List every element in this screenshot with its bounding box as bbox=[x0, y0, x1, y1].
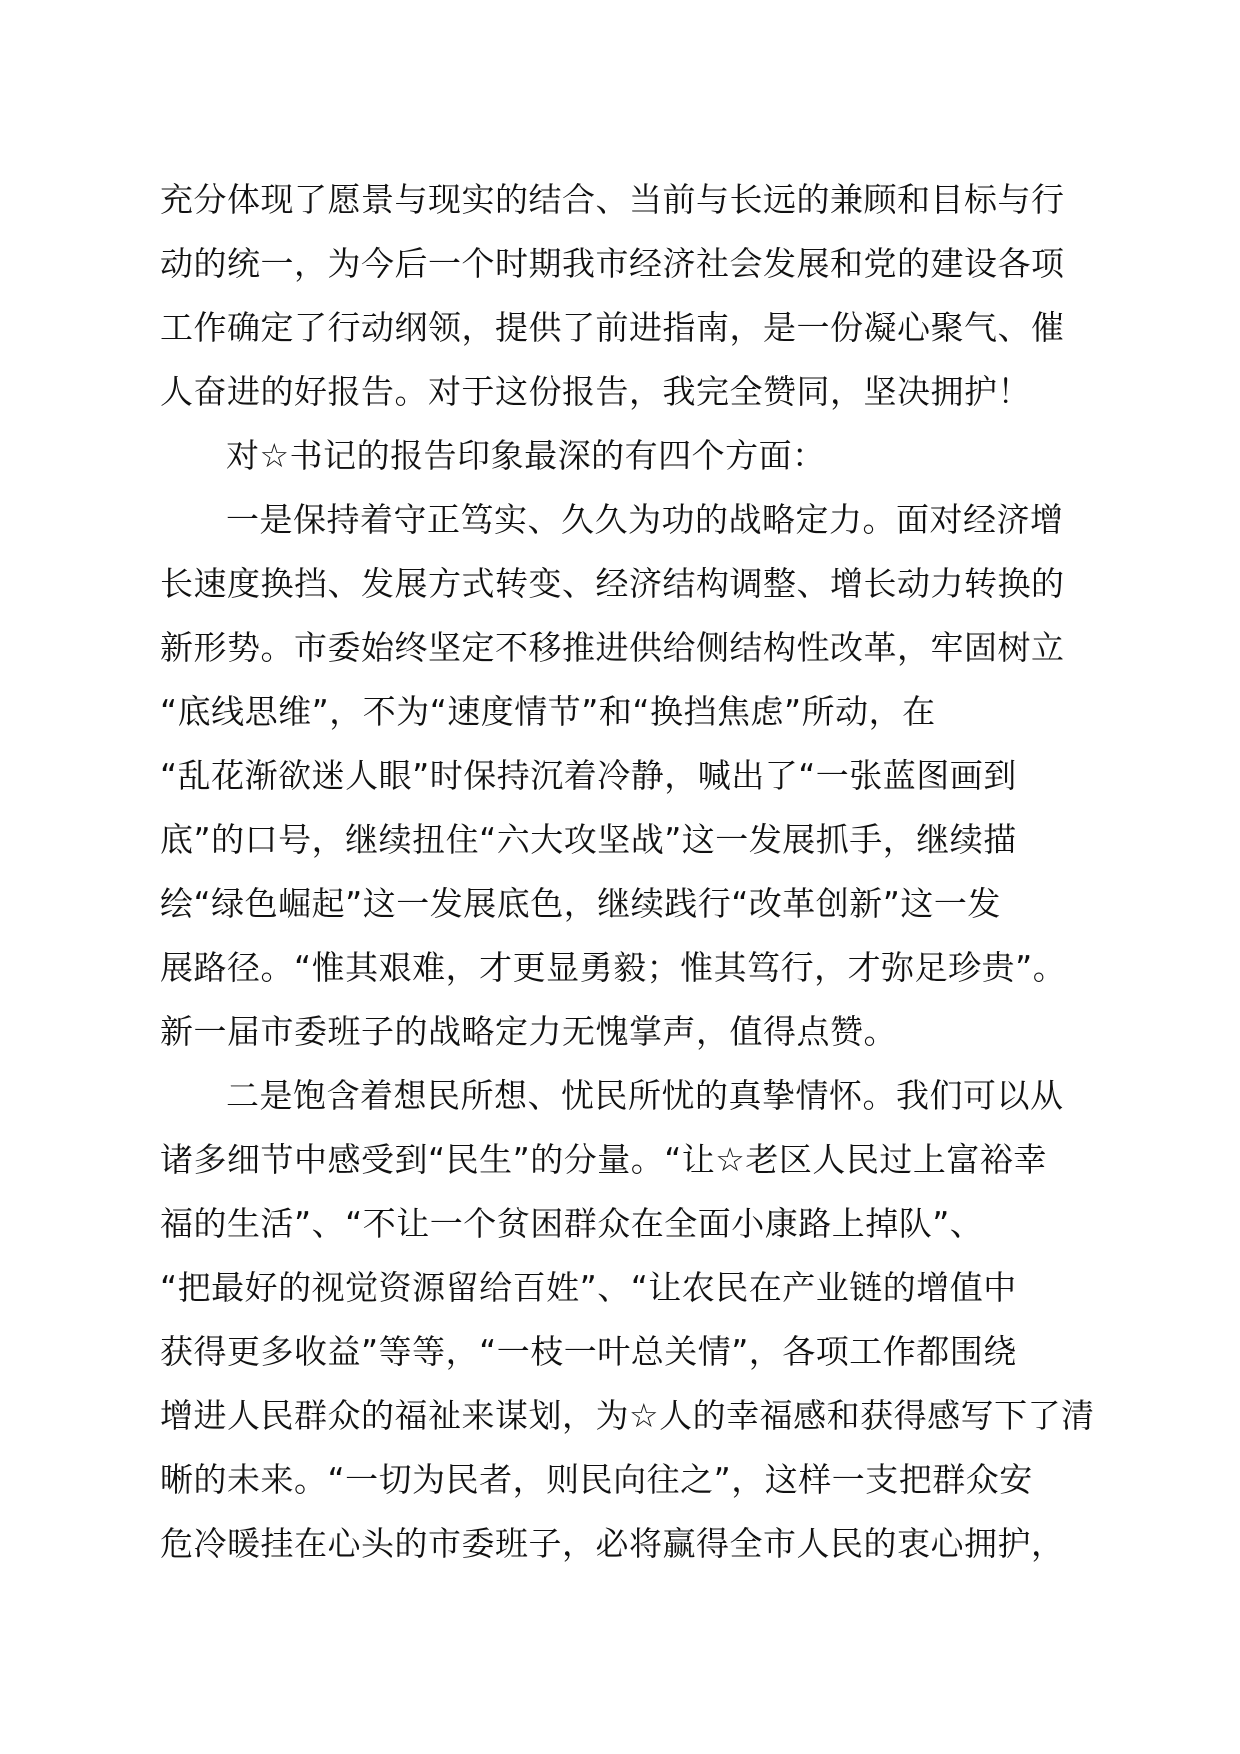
text-line: 诸多细节中感受到“民生”的分量。“让☆老区人民过上富裕幸 bbox=[160, 1140, 1047, 1179]
text-line: 充分体现了愿景与现实的结合、当前与长远的兼顾和目标与行 bbox=[160, 180, 1065, 219]
text-line: 二是饱含着想民所想、忧民所忧的真挚情怀。我们可以从 bbox=[226, 1076, 1064, 1115]
text-line: 获得更多收益”等等，“一枝一叶总关情”，各项工作都围绕 bbox=[160, 1332, 1017, 1371]
text-line: 新形势。市委始终坚定不移推进供给侧结构性改革，牢固树立 bbox=[160, 628, 1065, 667]
text-line: “乱花渐欲迷人眼”时保持沉着冷静，喊出了“一张蓝图画到 bbox=[160, 756, 1017, 795]
text-line: 展路径。“惟其艰难，才更显勇毅；惟其笃行，才弥足珍贵”。 bbox=[160, 948, 1067, 987]
text-line: 一是保持着守正笃实、久久为功的战略定力。面对经济增 bbox=[226, 500, 1064, 539]
text-line: 绘“绿色崛起”这一发展底色，继续践行“改革创新”这一发 bbox=[160, 884, 1001, 923]
text-line: 底”的口号，继续扭住“六大攻坚战”这一发展抓手，继续描 bbox=[160, 820, 1017, 859]
text-line: 增进人民群众的福祉来谋划，为☆人的幸福感和获得感写下了清 bbox=[160, 1396, 1095, 1435]
text-line: “底线思维”，不为“速度情节”和“换挡焦虑”所动，在 bbox=[160, 692, 936, 731]
document-body bbox=[160, 168, 1100, 1576]
text-line: 晰的未来。“一切为民者，则民向往之”，这样一支把群众安 bbox=[160, 1460, 1033, 1499]
text-line: 工作确定了行动纲领，提供了前进指南，是一份凝心聚气、催 bbox=[160, 308, 1065, 347]
text-line: 福的生活”、“不让一个贫困群众在全面小康路上掉队”、 bbox=[160, 1204, 984, 1243]
text-line: 长速度换挡、发展方式转变、经济结构调整、增长动力转换的 bbox=[160, 564, 1065, 603]
text-line: 危冷暖挂在心头的市委班子，必将赢得全市人民的衷心拥护， bbox=[160, 1524, 1065, 1563]
text-line: 动的统一，为今后一个时期我市经济社会发展和党的建设各项 bbox=[160, 244, 1065, 283]
text-line: 对☆书记的报告印象最深的有四个方面： bbox=[226, 436, 826, 475]
text-line: 人奋进的好报告。对于这份报告，我完全赞同，坚决拥护！ bbox=[160, 372, 1031, 411]
text-line: “把最好的视觉资源留给百姓”、“让农民在产业链的增值中 bbox=[160, 1268, 1017, 1307]
text-line: 新一届市委班子的战略定力无愧掌声，值得点赞。 bbox=[160, 1012, 897, 1051]
